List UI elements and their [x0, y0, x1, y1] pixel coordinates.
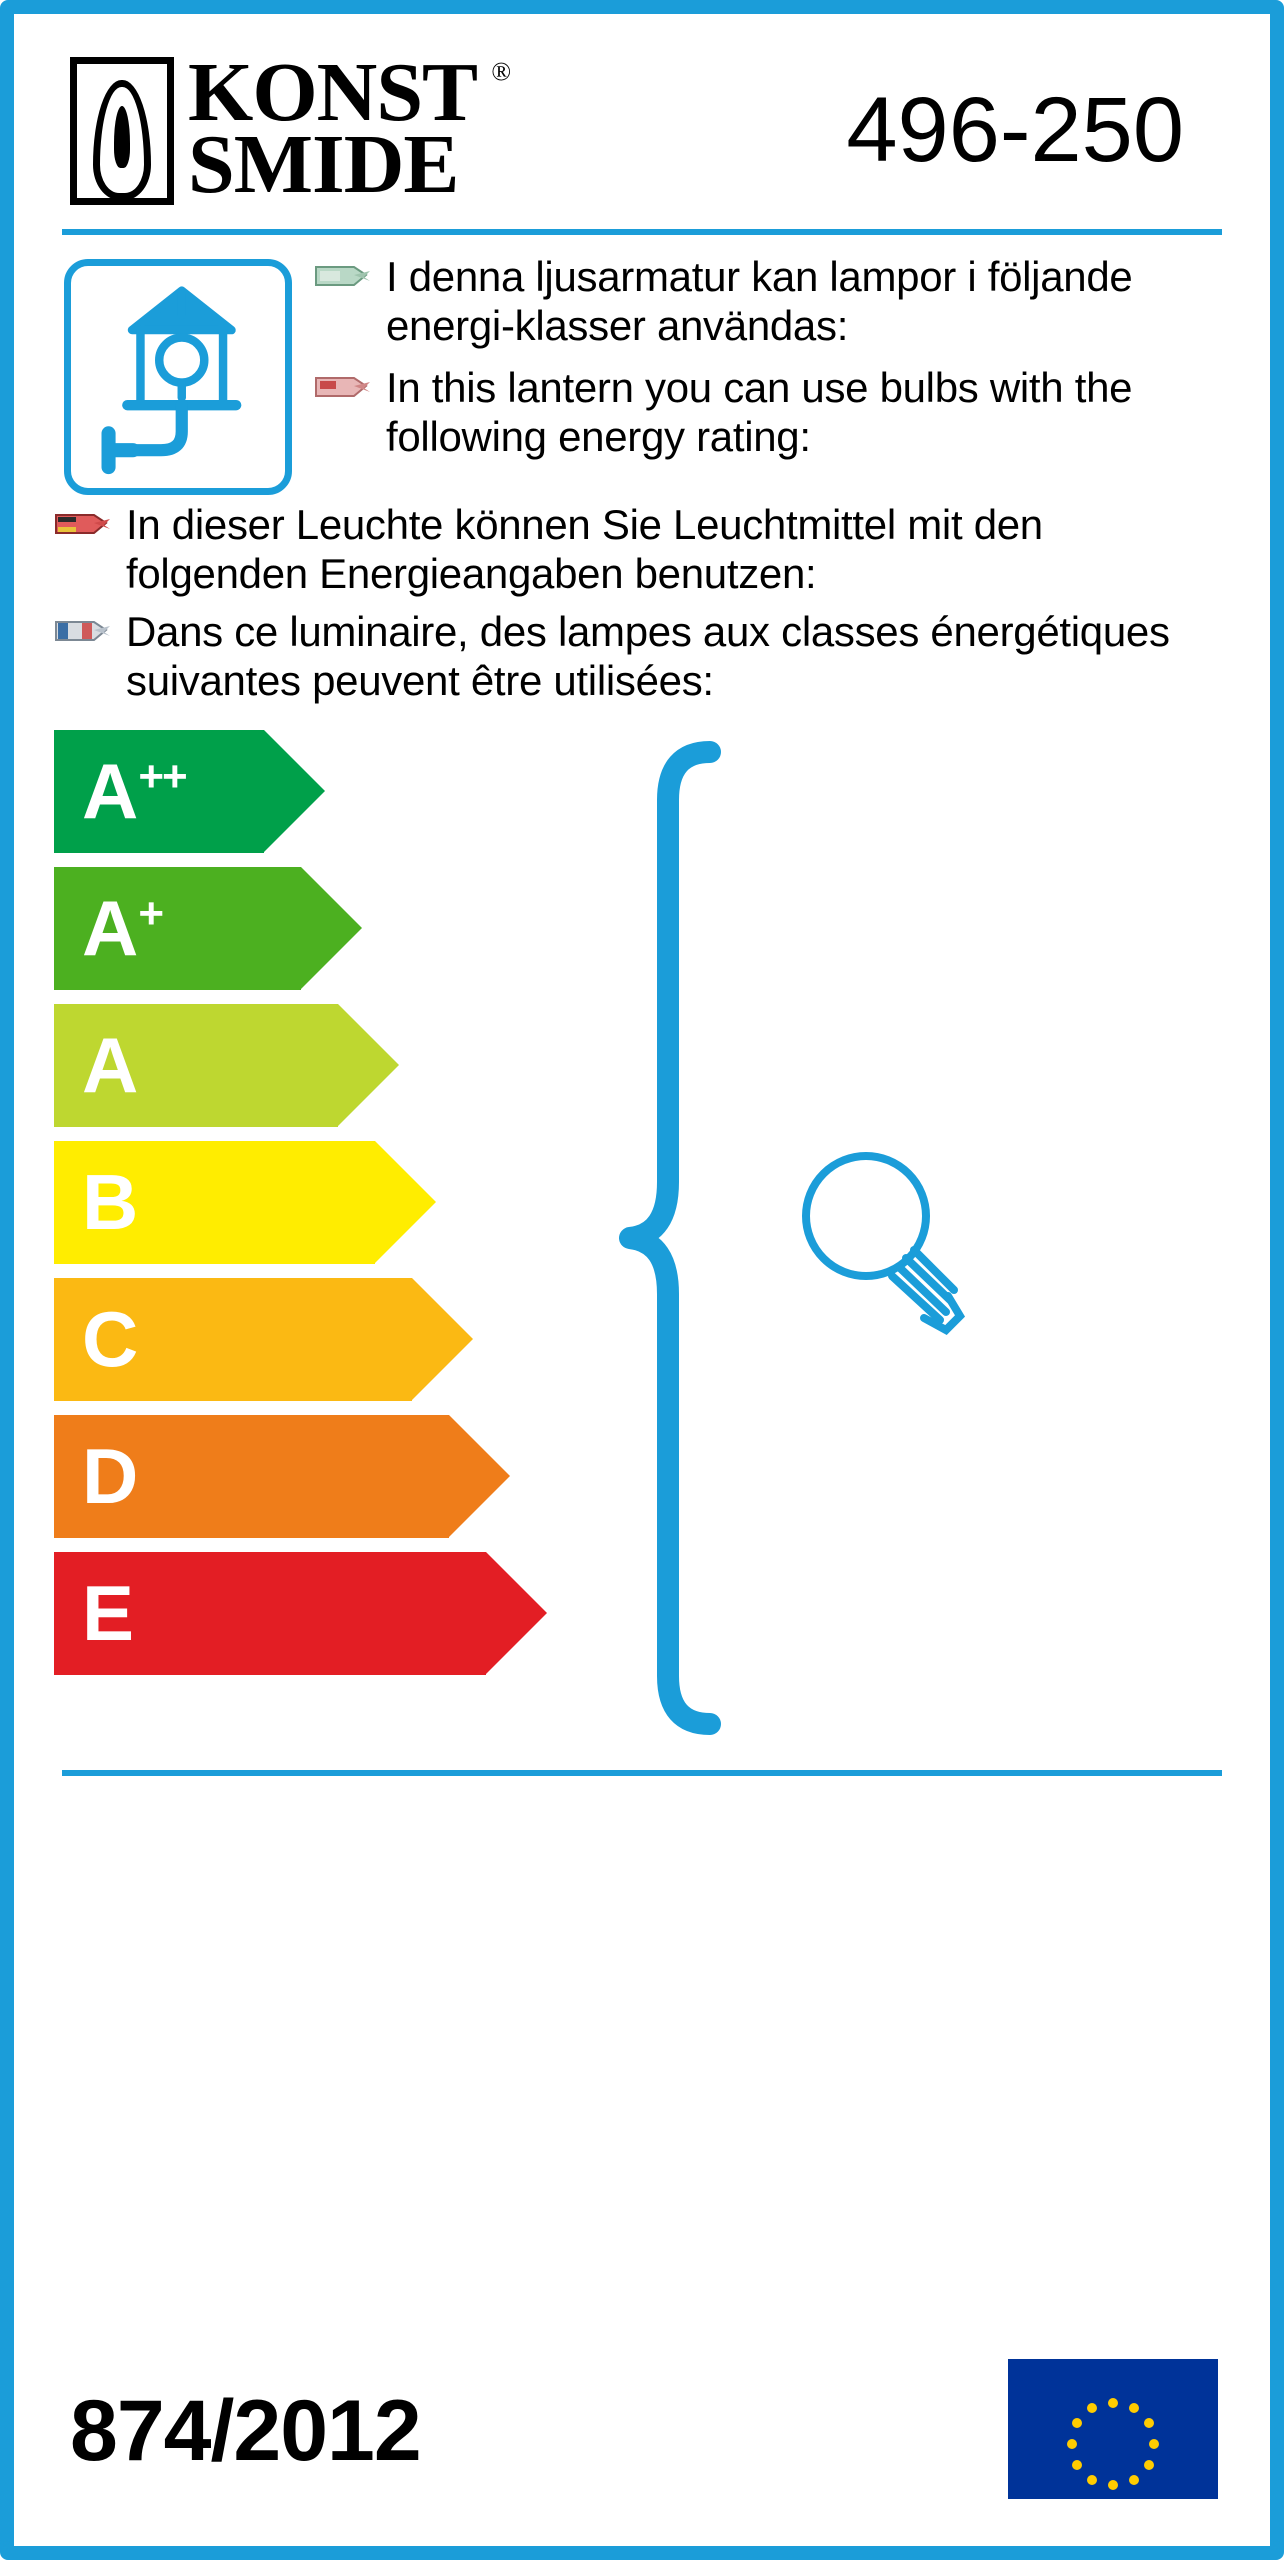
regulation-number: 874/2012 — [70, 2382, 421, 2479]
energy-bar-label: E — [82, 1569, 135, 1658]
energy-bar-a-plus — [54, 867, 574, 990]
france-flag-icon — [54, 618, 112, 652]
intro-section — [14, 235, 1270, 706]
header — [14, 14, 1270, 229]
footer — [14, 2316, 1270, 2546]
energy-bar-c — [54, 1278, 574, 1401]
energy-bar-label: B — [82, 1158, 139, 1247]
language-list-bottom — [54, 495, 1230, 706]
european-union-flag-icon — [1008, 2359, 1218, 2499]
registered-trademark-icon: ® — [491, 56, 512, 86]
energy-bar-label: A — [82, 1021, 139, 1110]
brand-line-2: SMIDE — [188, 117, 459, 211]
energy-bar-a — [54, 1004, 574, 1127]
language-row-fr — [54, 608, 1230, 705]
language-text-en: In this lantern you can use bulbs with the following energy rating: — [386, 364, 1133, 461]
energy-bar-b — [54, 1141, 574, 1264]
brand-wordmark — [188, 45, 512, 211]
wall-lantern-icon — [64, 259, 292, 495]
energy-bar-label: A++ — [82, 747, 186, 836]
brand-line-1: KONST — [188, 45, 478, 139]
energy-bar-e — [54, 1552, 574, 1675]
language-text-sv: I denna ljusarmatur kan lampor i följande energi-klasser användas: — [386, 253, 1133, 349]
flame-lantern-logo-icon — [70, 57, 174, 205]
language-list-top — [304, 253, 1230, 476]
language-row-sv — [314, 253, 1230, 350]
light-bulb-icon — [774, 1130, 994, 1350]
energy-bar-label: D — [82, 1432, 139, 1521]
energy-bar-d — [54, 1415, 574, 1538]
united-kingdom-flag-icon — [314, 374, 372, 408]
sweden-flag-icon — [314, 263, 372, 297]
language-row-en — [314, 364, 1230, 461]
model-number: 496-250 — [846, 79, 1184, 181]
energy-class-scale — [14, 730, 1270, 1760]
energy-bar-label: A+ — [82, 884, 163, 973]
energy-bar-a-plus-plus — [54, 730, 574, 853]
germany-flag-icon — [54, 511, 112, 545]
language-text-fr: Dans ce luminaire, des lampes aux classes énergétiques suivantes peuvent être utilisées: — [126, 608, 1170, 705]
energy-bars — [54, 730, 574, 1675]
language-row-de — [54, 501, 1230, 598]
divider-bottom — [62, 1770, 1222, 1776]
brand-logo — [70, 45, 512, 211]
energy-bar-label: C — [82, 1295, 139, 1384]
curly-brace-icon — [614, 738, 744, 1738]
language-text-de: In dieser Leuchte können Sie Leuchtmittel mit den folgenden Energieangaben benutzen: — [126, 501, 1043, 597]
